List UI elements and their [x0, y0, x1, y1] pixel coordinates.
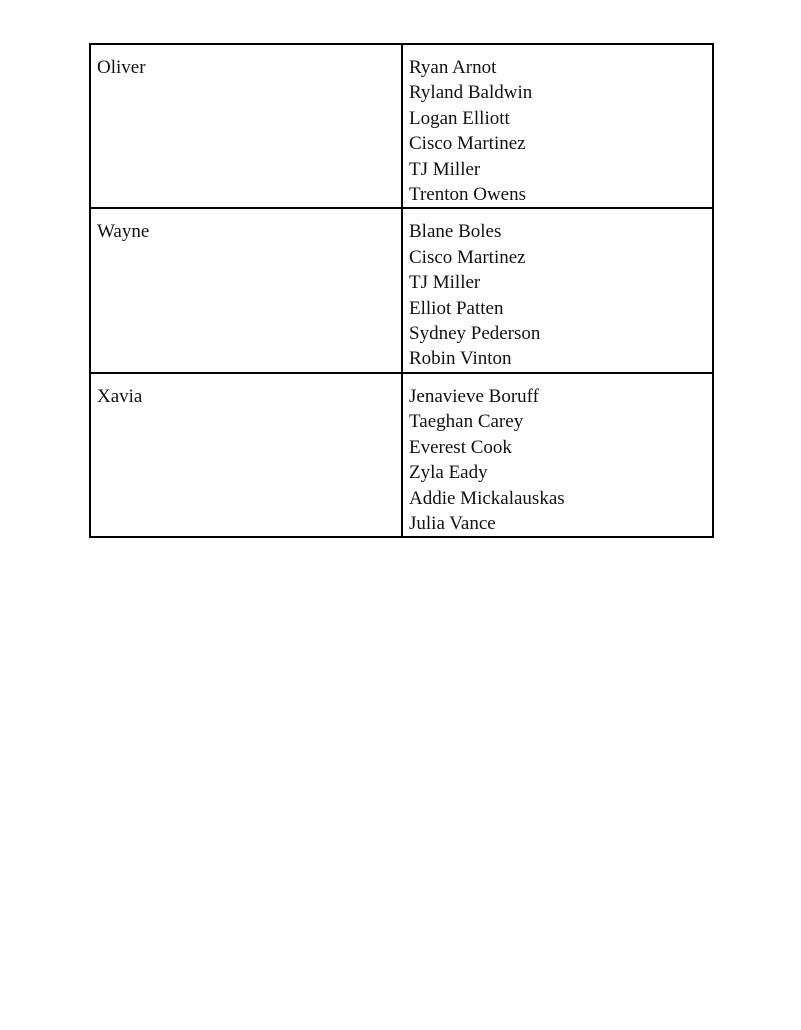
- member-name: Cisco Martinez: [409, 246, 526, 268]
- member-name: TJ Miller: [409, 272, 481, 294]
- member-name: Robin Vinton: [409, 348, 512, 370]
- member-name: Zyla Eady: [409, 462, 488, 484]
- member-name: Sydney Pederson: [409, 323, 541, 345]
- table-row: [90, 208, 713, 372]
- group-name-cell: [90, 373, 402, 537]
- table-row: [90, 44, 713, 208]
- group-name-cell: [90, 44, 402, 208]
- table-row: [90, 373, 713, 537]
- members-cell: [402, 44, 713, 208]
- member-name: Trenton Owens: [409, 184, 526, 206]
- member-name: Logan Elliott: [409, 107, 510, 129]
- member-name: Everest Cook: [409, 436, 512, 458]
- member-name: Ryan Arnot: [409, 57, 497, 78]
- group-name-cell: [90, 208, 402, 372]
- member-name: TJ Miller: [409, 158, 481, 180]
- member-name: Ryland Baldwin: [409, 82, 533, 104]
- member-name: Blane Boles: [409, 221, 502, 243]
- members-cell: [402, 208, 713, 372]
- member-name: Taeghan Carey: [409, 411, 524, 433]
- group-name: Xavia: [97, 385, 143, 407]
- member-name: Jenavieve Boruff: [409, 385, 539, 407]
- roster-table: [89, 43, 714, 538]
- member-name: Cisco Martinez: [409, 133, 526, 155]
- members-cell: [402, 373, 713, 537]
- group-name: Oliver: [97, 57, 146, 78]
- member-name: Addie Mickalauskas: [409, 487, 565, 509]
- member-name: Julia Vance: [409, 512, 496, 534]
- member-name: Elliot Patten: [409, 297, 504, 319]
- group-name: Wayne: [97, 221, 150, 243]
